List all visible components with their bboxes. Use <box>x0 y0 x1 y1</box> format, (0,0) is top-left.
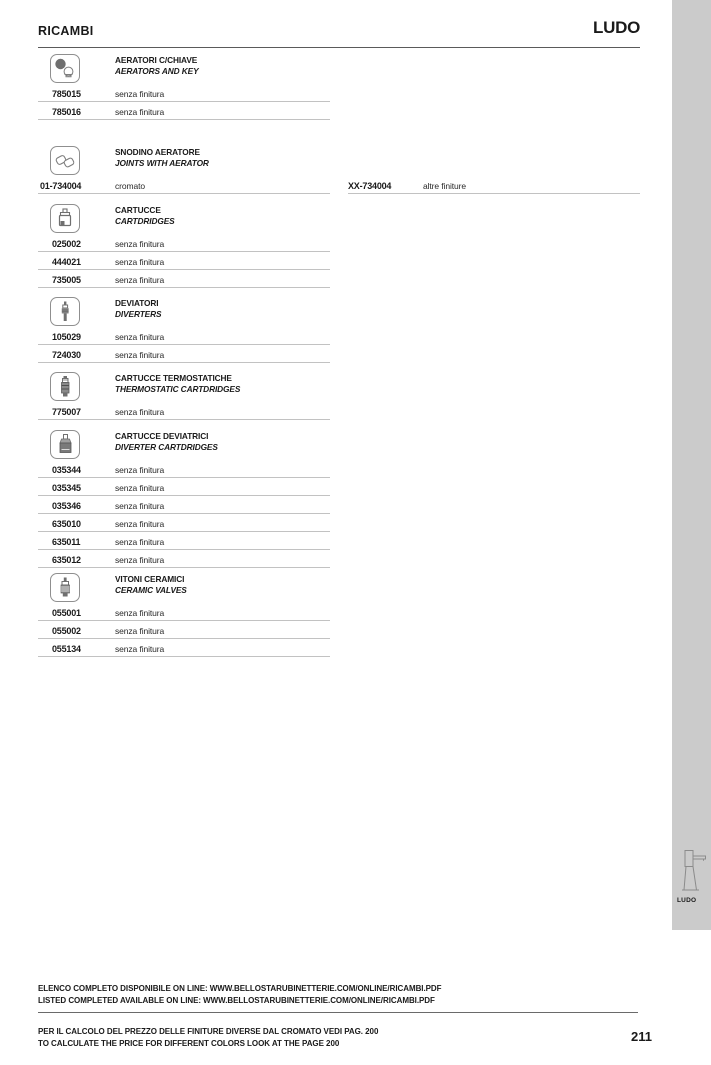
section-header <box>38 370 640 402</box>
section-title-it: DEVIATORI <box>115 298 159 308</box>
part-finish: senza finitura <box>115 555 165 565</box>
footer-online-links <box>38 983 442 1006</box>
part-code: 735005 <box>52 275 81 285</box>
part-finish: senza finitura <box>115 257 165 267</box>
part-code: 785016 <box>52 107 81 117</box>
header-divider <box>38 47 640 48</box>
faucet-icon <box>674 848 708 894</box>
table-row <box>348 176 640 194</box>
thermostatic-cartridge-icon <box>50 372 80 401</box>
section-diverter-cartridges <box>38 428 640 568</box>
footer-price-en: TO CALCULATE THE PRICE FOR DIFFERENT COLORS LOOK AT THE PAGE 200 <box>38 1038 340 1048</box>
table-row <box>38 402 330 420</box>
section-titles <box>115 431 218 452</box>
footer-price-it: PER IL CALCOLO DEL PREZZO DELLE FINITURE DIVERSE DAL CROMATO VEDI PAG. 200 <box>38 1027 379 1036</box>
part-finish: senza finitura <box>115 407 165 417</box>
table-row <box>38 496 330 514</box>
part-code: 055001 <box>52 608 81 618</box>
section-header <box>38 428 640 460</box>
section-title-it: CARTUCCE TERMOSTATICHE <box>115 373 232 383</box>
parts-list <box>38 402 640 420</box>
section-title-en: DIVERTERS <box>115 308 162 319</box>
aerator-key-icon <box>50 54 80 83</box>
section-header <box>38 52 640 84</box>
page-title: RICAMBI <box>38 24 94 38</box>
series-title: LUDO <box>593 18 640 37</box>
diverter-cartridge-icon <box>50 430 80 459</box>
section-titles <box>115 147 209 168</box>
part-code: 025002 <box>52 239 81 249</box>
section-aerators <box>38 52 640 120</box>
footer-online-it: ELENCO COMPLETO DISPONIBILE ON LINE: WWW.BELLOSTARUBINETTERIE.COM/ONLINE/RICAMBI.PDF <box>38 984 442 993</box>
section-cartridges <box>38 202 640 288</box>
table-row <box>38 550 330 568</box>
table-row <box>38 102 330 120</box>
part-code: 635011 <box>52 537 81 547</box>
part-finish: altre finiture <box>423 181 467 191</box>
part-code: 035345 <box>52 483 81 493</box>
part-finish: senza finitura <box>115 350 165 360</box>
table-row <box>38 639 330 657</box>
section-header <box>38 202 640 234</box>
parts-list <box>38 84 640 120</box>
parts-list <box>38 603 640 657</box>
section-title-en: CERAMIC VALVES <box>115 584 187 595</box>
table-row <box>38 252 330 270</box>
footer-online-en: LISTED COMPLETED AVAILABLE ON LINE: WWW.BELLOSTARUBINETTERIE.COM/ONLINE/RICAMBI.PDF <box>38 995 435 1005</box>
section-header <box>38 571 640 603</box>
table-row <box>38 234 330 252</box>
parts-list <box>38 460 640 568</box>
section-header <box>38 295 640 327</box>
parts-list <box>38 176 640 194</box>
section-title-en: JOINTS WITH AERATOR <box>115 157 209 168</box>
side-tab-label: LUDO <box>677 897 697 904</box>
page-header <box>38 18 640 38</box>
section-titles <box>115 574 187 595</box>
table-row <box>38 603 330 621</box>
table-row <box>38 345 330 363</box>
section-titles <box>115 298 161 319</box>
parts-list <box>38 234 640 288</box>
section-titles <box>115 205 175 226</box>
part-code: 724030 <box>52 350 81 360</box>
part-finish: senza finitura <box>115 89 165 99</box>
part-code: 105029 <box>52 332 81 342</box>
part-code: 775007 <box>52 407 81 417</box>
part-finish: senza finitura <box>115 483 165 493</box>
footer-price-note <box>38 1026 378 1049</box>
part-code: XX-734004 <box>348 181 392 191</box>
table-row <box>38 478 330 496</box>
parts-list <box>38 327 640 363</box>
table-row <box>38 532 330 550</box>
part-finish: senza finitura <box>115 501 165 511</box>
section-diverters <box>38 295 640 363</box>
table-row <box>38 270 330 288</box>
section-title-en: DIVERTER CARTDRIDGES <box>115 441 218 452</box>
table-row <box>38 460 330 478</box>
section-title-it: CARTUCCE <box>115 205 161 215</box>
table-row <box>38 176 330 194</box>
table-row <box>38 514 330 532</box>
side-index-strip <box>672 0 711 930</box>
part-code: 785015 <box>52 89 81 99</box>
section-thermostatic-cartridges <box>38 370 640 420</box>
section-ceramic-valves <box>38 571 640 657</box>
section-title-it: SNODINO AERATORE <box>115 147 200 157</box>
table-row <box>38 327 330 345</box>
section-title-en: AERATORS AND KEY <box>115 65 199 76</box>
part-code: 055002 <box>52 626 81 636</box>
section-titles <box>115 55 199 76</box>
section-title-it: AERATORI C/CHIAVE <box>115 55 198 65</box>
section-title-it: VITONI CERAMICI <box>115 574 185 584</box>
part-code: 635012 <box>52 555 81 565</box>
part-finish: senza finitura <box>115 275 165 285</box>
part-finish: senza finitura <box>115 465 165 475</box>
cartridge-icon <box>50 204 80 233</box>
section-joints <box>38 144 640 194</box>
part-code: 01-734004 <box>40 181 82 191</box>
part-code: 444021 <box>52 257 81 267</box>
diverter-icon <box>50 297 80 326</box>
part-finish: senza finitura <box>115 519 165 529</box>
joint-aerator-icon <box>50 146 80 175</box>
part-finish: cromato <box>115 181 146 191</box>
table-row <box>38 621 330 639</box>
part-code: 035344 <box>52 465 81 475</box>
part-finish: senza finitura <box>115 644 165 654</box>
part-finish: senza finitura <box>115 332 165 342</box>
section-title-en: THERMOSTATIC CARTDRIDGES <box>115 383 241 394</box>
part-finish: senza finitura <box>115 239 165 249</box>
section-titles <box>115 373 240 394</box>
section-title-it: CARTUCCE DEVIATRICI <box>115 431 209 441</box>
footer-divider <box>38 1012 638 1013</box>
part-code: 035346 <box>52 501 81 511</box>
section-title-en: CARTDRIDGES <box>115 215 175 226</box>
part-finish: senza finitura <box>115 107 165 117</box>
page-number: 211 <box>631 1029 652 1044</box>
part-code: 055134 <box>52 644 81 654</box>
part-finish: senza finitura <box>115 537 165 547</box>
part-finish: senza finitura <box>115 626 165 636</box>
part-finish: senza finitura <box>115 608 165 618</box>
ceramic-valve-icon <box>50 573 80 602</box>
part-code: 635010 <box>52 519 81 529</box>
table-row <box>38 84 330 102</box>
section-header <box>38 144 640 176</box>
